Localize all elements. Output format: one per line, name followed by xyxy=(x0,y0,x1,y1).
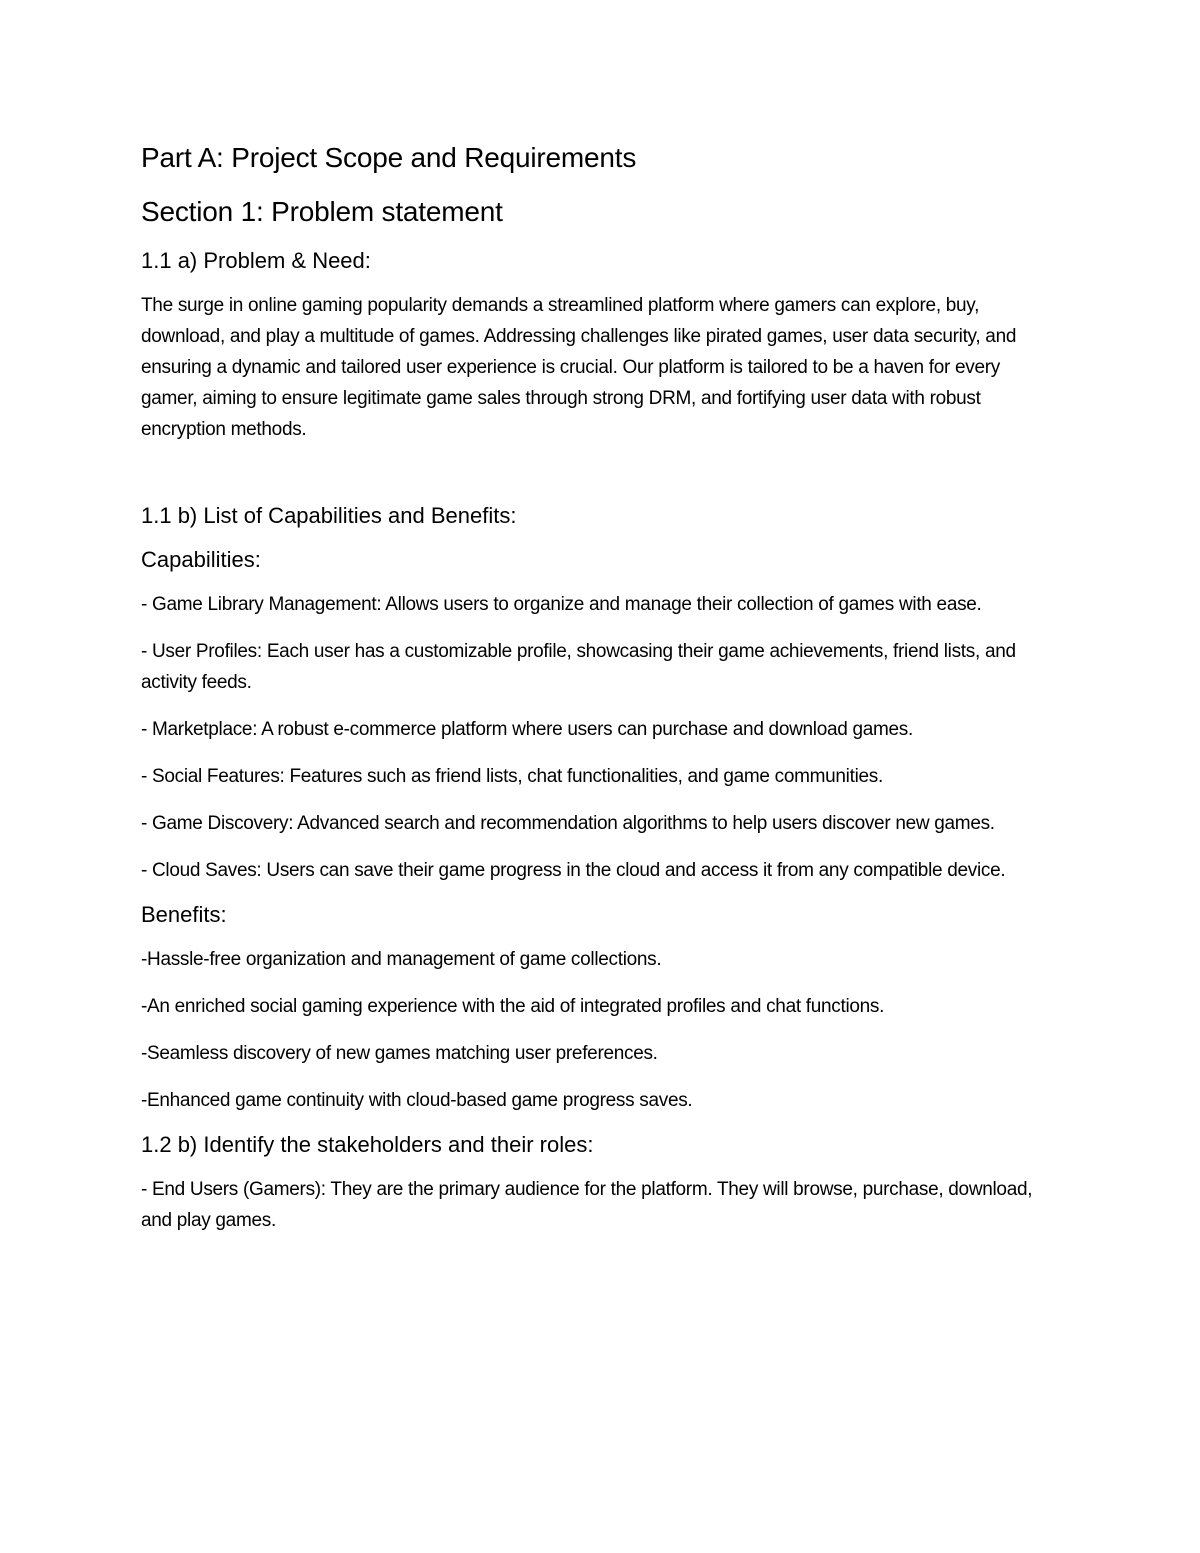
capabilities-list-heading: 1.1 b) List of Capabilities and Benefits: xyxy=(141,503,517,528)
list-item: - Game Library Management: Allows users to organize and manage their collection of games with ease. xyxy=(141,594,982,615)
stakeholders-heading: 1.2 b) Identify the stakeholders and their roles: xyxy=(141,1132,594,1157)
capabilities-heading: Capabilities: xyxy=(141,547,261,572)
benefits-heading: Benefits: xyxy=(141,902,227,927)
list-item: - Cloud Saves: Users can save their game progress in the cloud and access it from any compatible device. xyxy=(141,860,1006,881)
problem-paragraph: The surge in online gaming popularity demands a streamlined platform where gamers can explore, buy, download, and play a multitude of games. Addressing challenges like pirated games, user data security, and ensuring a dynamic and tailored user experience is crucial. Our platform is tailored to be a haven for every gamer, aiming to ensure legitimate game sales through strong DRM, and fortifying user data with robust encryption methods. xyxy=(141,295,1017,440)
list-item: - Social Features: Features such as friend lists, chat functionalities, and game communities. xyxy=(141,766,883,787)
list-item: -An enriched social gaming experience with the aid of integrated profiles and chat functions. xyxy=(141,996,885,1017)
list-item: -Seamless discovery of new games matching user preferences. xyxy=(141,1043,658,1064)
list-item: - End Users (Gamers): They are the primary audience for the platform. They will browse, purchase, download, and play games. xyxy=(141,1179,1033,1231)
list-item: -Enhanced game continuity with cloud-based game progress saves. xyxy=(141,1090,693,1111)
list-item: - User Profiles: Each user has a customizable profile, showcasing their game achievements, friend lists, and activity feeds. xyxy=(141,641,1016,693)
page-title: Part A: Project Scope and Requirements xyxy=(141,142,637,173)
problem-heading: 1.1 a) Problem & Need: xyxy=(141,248,371,273)
list-item: -Hassle-free organization and management of game collections. xyxy=(141,949,662,970)
capabilities-list xyxy=(141,589,1061,886)
stakeholders-list xyxy=(141,1174,1061,1236)
section-title: Section 1: Problem statement xyxy=(141,196,503,227)
document-body xyxy=(141,140,1061,1252)
list-item: - Game Discovery: Advanced search and recommendation algorithms to help users discover new games. xyxy=(141,813,995,834)
list-item: - Marketplace: A robust e-commerce platform where users can purchase and download games. xyxy=(141,719,913,740)
benefits-list xyxy=(141,944,1061,1116)
